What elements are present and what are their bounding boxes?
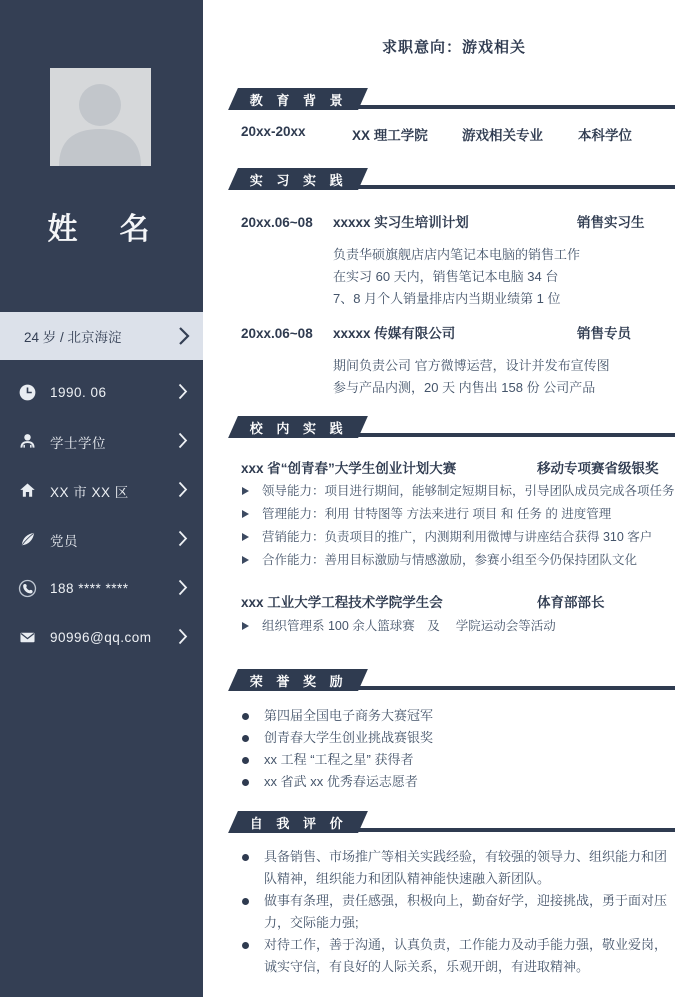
section-header-education: [233, 88, 675, 110]
internship-entry-details: [333, 244, 675, 310]
detail-line: 期间负责公司 官方微博运营，设计并发布宣传图: [333, 358, 610, 373]
bullet-text: 营销能力：负责项目的推广，内测期利用微博与讲座结合获得 310 客户: [262, 530, 653, 544]
internship-entry-header: [233, 322, 675, 342]
chevron-right-icon: [178, 628, 188, 648]
bullet-text: 合作能力：善用目标激励与情感激励，参赛小组至今仍保持团队文化: [262, 553, 638, 567]
honor-text: xx 省武 xx 优秀春运志愿者: [264, 774, 418, 789]
sidebar-item-email[interactable]: [0, 613, 203, 662]
sidebar-item-party-member[interactable]: [0, 515, 203, 564]
education-row: [233, 124, 675, 144]
section-banner: [228, 168, 368, 190]
age-location-row[interactable]: [0, 312, 203, 360]
chevron-right-icon: [178, 383, 188, 403]
sidebar-item-label: 党员: [50, 533, 78, 549]
sidebar-item-degree[interactable]: [0, 417, 203, 466]
self-evaluation-item: [233, 934, 675, 978]
entry-role: 销售专员: [577, 326, 631, 341]
arrow-bullet-icon: [242, 533, 249, 541]
detail-line: 参与产品内测，20 天 内售出 158 份 公司产品: [333, 380, 596, 395]
bullet-text: 管理能力：利用 甘特图等 方法来进行 项目 和 任务 的 进度管理: [262, 507, 612, 521]
section-title: 荣 誉 奖 励: [250, 673, 348, 689]
dot-bullet-icon: [242, 779, 249, 786]
bullet-row: [233, 549, 675, 572]
detail-line: 7、8 月个人销量排店内当期业绩第 1 位: [333, 291, 561, 306]
sidebar-item-label: 90996@qq.com: [50, 630, 152, 645]
detail-line: 负责华硕旗舰店店内笔记本电脑的销售工作: [333, 247, 581, 262]
entry-organization: xxx 省“创青春”大学生创业计划大赛: [241, 461, 457, 476]
honor-text: xx 工程 “工程之星” 获得者: [264, 752, 414, 767]
honor-item: [233, 727, 675, 749]
leaf-icon: [17, 530, 37, 550]
section-title: 实 习 实 践: [250, 172, 348, 188]
dot-bullet-icon: [242, 735, 249, 742]
entry-organization: xxxxx 传媒有限公司: [333, 326, 456, 341]
candidate-name: 姓 名: [47, 213, 156, 246]
entry-period: 20xx.06~08: [241, 326, 313, 341]
section-banner: [228, 416, 368, 438]
dot-bullet-icon: [242, 713, 249, 720]
mail-icon: [17, 628, 37, 648]
sidebar: [0, 0, 203, 997]
sidebar-info-list: [0, 368, 203, 662]
chevron-right-icon: [178, 326, 190, 349]
section-header-campus: [233, 416, 675, 438]
dot-bullet-icon: [242, 757, 249, 764]
chevron-right-icon: [178, 481, 188, 501]
campus-entry-header: [233, 591, 675, 611]
education-degree: 本科学位: [578, 128, 632, 143]
honor-text: 第四届全国电子商务大赛冠军: [264, 708, 434, 723]
honor-item: [233, 749, 675, 771]
bullet-row: [233, 615, 675, 638]
self-evaluation-item: [233, 890, 675, 934]
education-period: 20xx-20xx: [241, 124, 306, 139]
entry-role: 体育部部长: [537, 595, 605, 610]
section-header-internship: [233, 168, 675, 190]
arrow-bullet-icon: [242, 510, 249, 518]
sidebar-item-label: 学士学位: [50, 435, 106, 451]
honor-item: [233, 771, 675, 793]
section-title: 校 内 实 践: [250, 420, 348, 436]
section-header-honors: [233, 669, 675, 691]
entry-organization: xxx 工业大学工程技术学院学生会: [241, 595, 443, 610]
dot-bullet-icon: [242, 898, 249, 905]
age-location-label: 24 岁 / 北京海淀: [24, 330, 122, 345]
section-header-self-evaluation: [233, 811, 675, 833]
sidebar-item-birthdate[interactable]: [0, 368, 203, 417]
phone-icon: [17, 579, 37, 599]
resume-content: [203, 0, 700, 978]
self-evaluation-text: 对待工作，善于沟通，认真负责，工作能力及动手能力强，敬业爱岗，诚实守信，有良好的人际关系，乐观开朗，有进取精神。: [264, 937, 668, 974]
detail-line: 在实习 60 天内，销售笔记本电脑 34 台: [333, 269, 559, 284]
sidebar-item-phone[interactable]: [0, 564, 203, 613]
entry-period: 20xx.06~08: [241, 215, 313, 230]
honor-item: [233, 705, 675, 727]
sidebar-item-label: 188 **** ****: [50, 581, 129, 596]
bullet-row: [233, 526, 675, 549]
home-icon: [17, 481, 37, 501]
entry-role: 移动专项赛省级银奖: [537, 461, 659, 476]
clock-icon: [17, 383, 37, 403]
job-objective: 求职意向：游戏相关: [381, 39, 526, 56]
education-major: 游戏相关专业: [462, 128, 543, 143]
dot-bullet-icon: [242, 942, 249, 949]
person-icon: [17, 432, 37, 452]
dot-bullet-icon: [242, 854, 249, 861]
sidebar-item-label: XX 市 XX 区: [50, 484, 129, 500]
entry-organization: xxxxx 实习生培训计划: [333, 215, 469, 230]
self-evaluation-item: [233, 846, 675, 890]
honors-list: [233, 705, 675, 793]
internship-entry-header: [233, 211, 675, 231]
internship-entry-details: [333, 355, 675, 399]
profile-photo-placeholder[interactable]: [50, 68, 151, 166]
campus-bullet-list: [233, 480, 675, 572]
section-banner: [228, 669, 368, 691]
person-silhouette-icon: [50, 68, 151, 166]
section-title: 自 我 评 价: [250, 815, 348, 831]
arrow-bullet-icon: [242, 487, 249, 495]
chevron-right-icon: [178, 579, 188, 599]
entry-role: 销售实习生: [577, 215, 645, 230]
arrow-bullet-icon: [242, 622, 249, 630]
honor-text: 创青春大学生创业挑战赛银奖: [264, 730, 434, 745]
bullet-text: 领导能力：项目进行期间，能够制定短期目标，引导团队成员完成各项任务: [262, 484, 675, 498]
education-school: XX 理工学院: [352, 128, 428, 143]
self-evaluation-text: 做事有条理，责任感强，积极向上，勤奋好学，迎接挑战，勇于面对压力，交际能力强;: [264, 893, 668, 930]
bullet-row: [233, 503, 675, 526]
campus-bullet-list: [233, 615, 675, 638]
arrow-bullet-icon: [242, 556, 249, 564]
self-evaluation-text: 具备销售、市场推广等相关实践经验，有较强的领导力、组织能力和团队精神，组织能力和团队精神能快速融入新团队。: [264, 849, 668, 886]
self-evaluation-list: [233, 846, 675, 978]
bullet-row: [233, 480, 675, 503]
chevron-right-icon: [178, 432, 188, 452]
bullet-text: 组织管理系 100 余人篮球赛 及 学院运动会等活动: [262, 619, 556, 633]
section-banner: [228, 811, 368, 833]
section-title: 教 育 背 景: [250, 92, 348, 108]
section-banner: [228, 88, 368, 110]
campus-entry-header: [233, 457, 675, 477]
sidebar-item-address[interactable]: [0, 466, 203, 515]
sidebar-item-label: 1990. 06: [50, 385, 107, 400]
chevron-right-icon: [178, 530, 188, 550]
